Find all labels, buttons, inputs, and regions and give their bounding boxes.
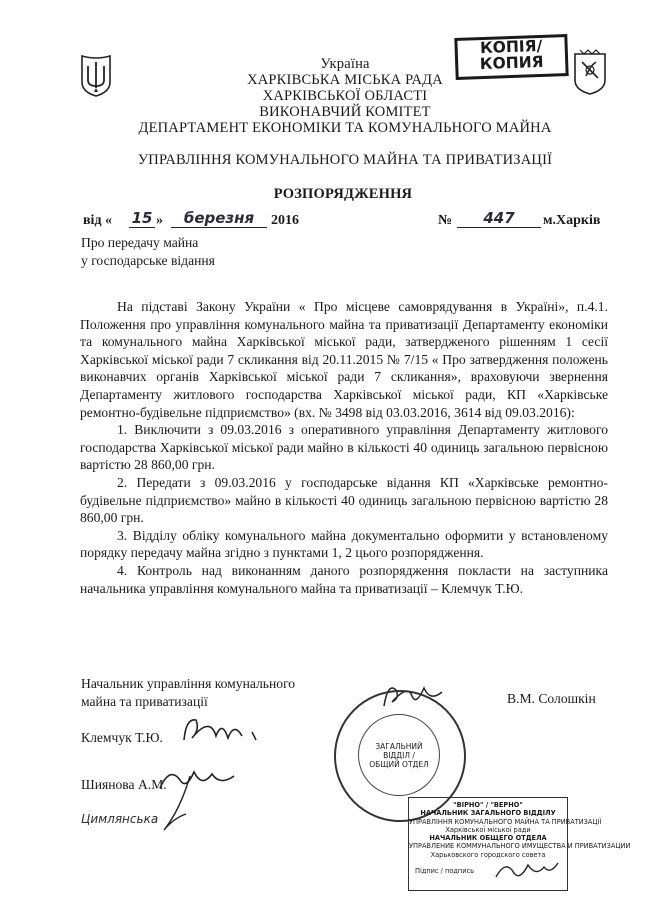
body-item-3: 3. Відділу обліку комунального майна документально оформити у встановленому порядку передачу майна згідно з пунктами 1, 2 цього розпорядження. (80, 527, 608, 561)
signatory-title-line-2: майна та приватизації (81, 693, 208, 709)
certification-stamp-signature-label: Підпис / подпись (415, 867, 474, 876)
approver-2-signature (150, 760, 240, 840)
certification-stamp-line-2: НАЧАЛЬНИК ЗАГАЛЬНОГО ВІДДІЛУ (420, 809, 556, 818)
document-body (80, 298, 608, 597)
date-day: 15 (129, 209, 155, 228)
round-seal-line-3: ОБЩИЙ ОТДЕЛ (369, 759, 429, 769)
department-name: ДЕПАРТАМЕНТ ЕКОНОМІКИ ТА КОМУНАЛЬНОГО МАЙНА (138, 120, 552, 136)
date-line (83, 209, 613, 235)
certification-stamp-line-1: "ВІРНО" / "ВЕРНО" (453, 801, 523, 809)
body-item-1: 1. Виключити з 09.03.2016 з оперативного управління Департаменту житлового господарства Харківської міської ради майно в кількості 40 одиниць загальною первісною вартістю 28 860,00 грн. (80, 422, 608, 473)
subject-line-2: у господарське відання (81, 252, 215, 268)
round-seal-inner (358, 714, 440, 796)
body-item-2: 2. Передати з 09.03.2016 у господарське відання КП «Харківське ремонтно-будівельне підприємство» майно в кількості 40 одиниць загальною первісною вартістю 28 860,00 грн. (80, 474, 608, 526)
round-seal-line-1: ЗАГАЛЬНИЙ (375, 741, 423, 751)
certification-stamp-line-7: Харьковского городского совета (430, 850, 546, 859)
region-name: ХАРКІВСЬКОЇ ОБЛАСТІ (262, 88, 428, 104)
copy-stamp-line-ru: КОПИЯ (479, 52, 544, 74)
head-name: В.М. Солошкін (507, 691, 596, 706)
date-month: березня (171, 209, 267, 228)
signatory-title (81, 675, 295, 710)
certification-stamp-line-6: УПРАВЛЕНИЕ КОММУНАЛЬНОГО ИМУЩЕСТВА И ПРИВАТИЗАЦИИ (409, 842, 631, 851)
certification-stamp-line-4: Харківської міської ради (445, 825, 531, 834)
certification-signature (492, 855, 562, 885)
date-year: 2016 (271, 213, 299, 228)
subject-block (81, 234, 215, 269)
council-name: ХАРКІВСЬКА МІСЬКА РАДА (247, 72, 443, 88)
committee-name: ВИКОНАВЧИЙ КОМІТЕТ (259, 104, 431, 120)
number-label: № (438, 213, 453, 228)
country-name: Україна (320, 56, 370, 72)
round-seal-line-2: ВІДДІЛ / (383, 750, 415, 760)
office-name: УПРАВЛІННЯ КОМУНАЛЬНОГО МАЙНА ТА ПРИВАТИЗАЦІЇ (137, 152, 553, 168)
body-intro: На підставі Закону України « Про місцеве самоврядування в Україні», п.4.1. Положення про управління комунального майна та приватизації Департаменту економіки та комунального майна Харківської міської ради, затвердженого рішенням 1 сесії Харківської міської ради 7 скликання від 20.11.2015 № 7/15 « Про затвердження положень виконавчих органів Харківської міської ради 7 скликання», враховуючи звернення Департаменту житлового господарства Харківської міської ради, КП «Харківське ремонтно-будівельне підприємство» (вх. № 3498 від 03.03.2016, 3614 від 09.03.2016): (80, 299, 608, 420)
date-close-quote: » (156, 213, 163, 228)
copy-stamp-line-ua: КОПІЯ/ (479, 36, 543, 58)
document-number: 447 (457, 209, 541, 228)
certification-stamp-line-5: НАЧАЛЬНИК ОБЩЕГО ОТДЕЛА (429, 834, 547, 843)
approver-1-name: Клемчук Т.Ю. (81, 730, 163, 745)
approver-3-name: Цимлянська (81, 812, 159, 826)
signatory-title-line-1: Начальник управління комунального (81, 676, 296, 691)
certification-stamp-line-3: УПРАВЛІННЯ КОМУНАЛЬНОГО МАЙНА ТА ПРИВАТИЗАЦІЇ (409, 817, 602, 826)
approver-2-name: Шиянова А.М. (81, 777, 167, 792)
date-prefix: від « (83, 213, 113, 228)
document-type-title: РОЗПОРЯДЖЕННЯ (273, 186, 413, 202)
subject-line-1: Про передачу майна (81, 235, 199, 250)
city-name: м.Харків (543, 213, 601, 228)
body-item-4: 4. Контроль над виконанням даного розпорядження покласти на заступника начальника управління комунального майна та приватизації – Клемчук Т.Ю. (80, 562, 608, 596)
approver-1-signature (176, 710, 266, 752)
